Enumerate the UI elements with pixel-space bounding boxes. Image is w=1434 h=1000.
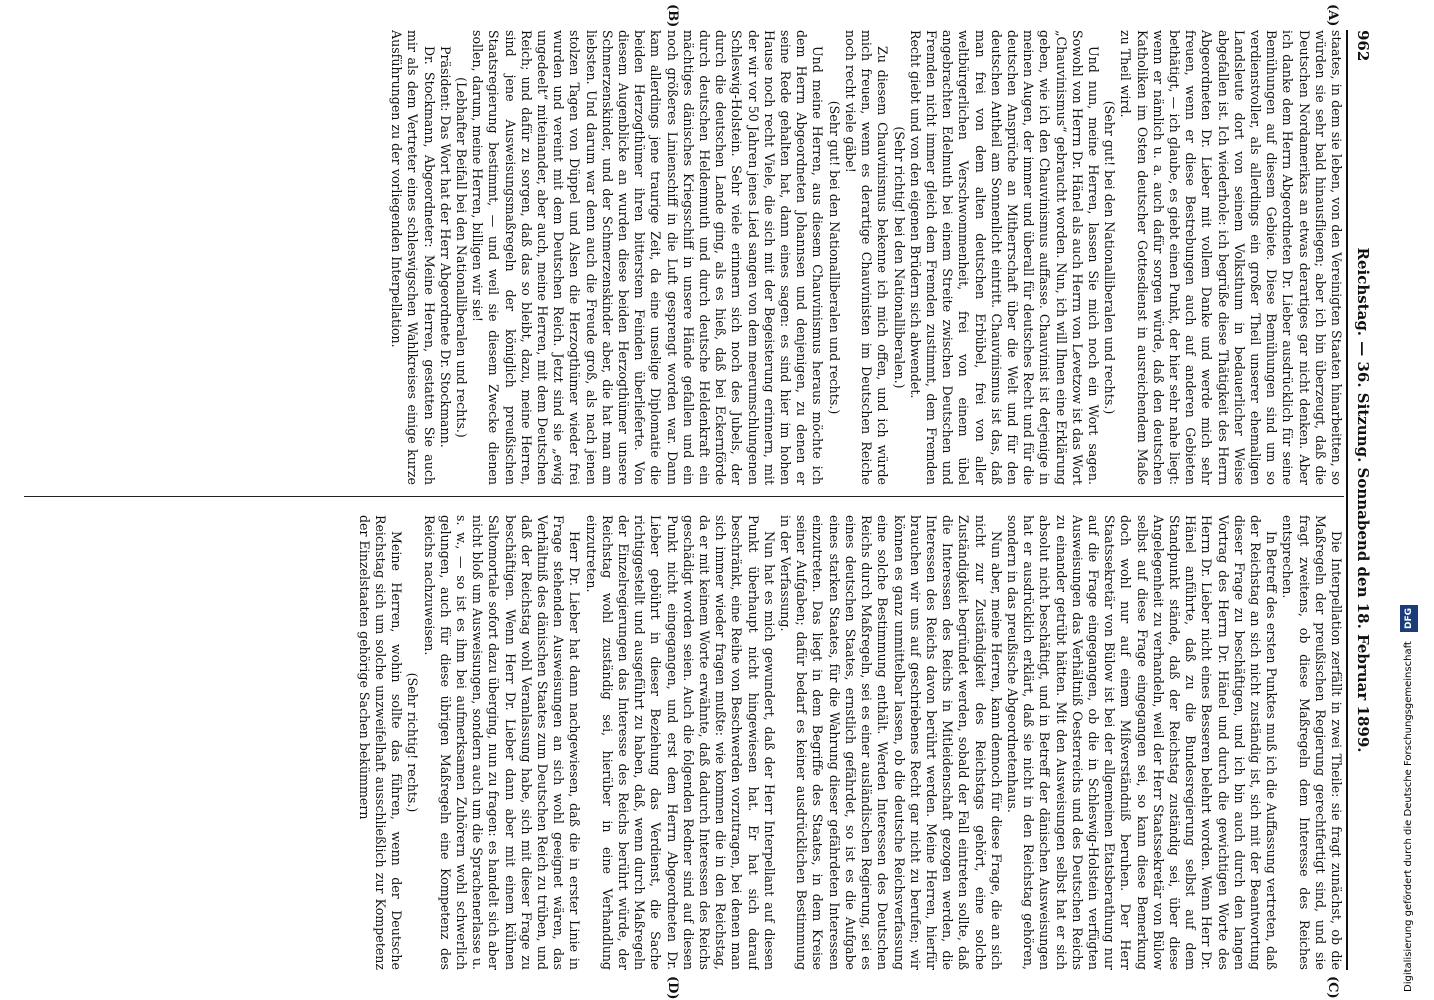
paragraph: Und meine Herren, aus diesem Chauvinismus heraus möchte ich dem Herrn Abgeordneten Johannsen und denjenigen, zu denen er seine Rede gehalten hat, dann eines sagen: es sind hier im hohen Hause noch recht Viele, die sich mit der Begeisterung erinnern, mit der wir vor 50 Jahren jenes Lied sangen von dem meerumschlungenen Schleswig-Holstein. Sehr viele erinnern sich noch des Jubels, der durch die deutschen Lande ging, als es hieß, daß bei Eckernförde durch deutschen Heldenmuth und durch deutsche Heldenkraft ein mächtiges dänisches Kriegsschiff in unsere Hände gefallen und ein noch größeres Linienschiff in die Luft gesprengt worden war. Dann kam allerdings jene traurige Zeit, da eine unselige Diplomatie die beiden Herzogthümer ihren bitterstem Feinden überlieferte. Von diesem Augenblicke an wurden diese beiden Herzogthümer unsere Schmerzenskinder, und der Schmerzenskinder aber, die hat man am liebsten. Und darum war denn auch die Freude groß, als nach jenen stolzen Tagen von Düppel und Alsen die Herzogthümer wieder frei wurden und vereint mit dem Deutschen Reich. Jetzt sind sie „ewig ungedeelt“ miteinander, aber auch, meine Herren, mit dem Deutschen Reich; und dafür zu sorgen, daß das so bleibt, dazu, meine Herren, sind jene Ausweisungsmaßregeln der königlich preußischen Staatsregierung bestimmt, — und weil sie diesem Zwecke dienen sollen, darum, meine Herren, billigen wir sie! [470,30,826,485]
margin-marker-b: (B) [665,4,680,28]
page-number: 962 [1354,30,1372,62]
dfg-logo-icon: DFG [1400,605,1418,632]
footer-text: Digitalisierung gefördert durch die Deutsche Forschungsgemeinschaft [1403,641,1414,992]
column-divider [24,496,1344,497]
paragraph: Herr Dr. Lieber hat dann nachgewiesen, daß die in erster Linie in Frage stehenden Ausweisungen an sich wohl geeignet wären, das Verhältniß des dänischen Staates zum Deutschen Reich zu trüben, und daß der Reichstag wohl Veranlassung habe, sich mit dieser Frage zu beschäftigen. Wenn Herr Dr. Lieber dann aber mit einem kühnen Saltomortale sofort dazu überging, nun zu fragen: es handelt sich aber nicht bloß um Ausweisungen, sondern auch um die Sprachenerlasse u. s. w., — so ist es ihm bei aufmerksamen Zuhörern wohl schwerlich gelungen, auch für diese übrigen Maßregeln eine Kompetenz des Reichs nachzuweisen. [421,515,583,970]
margin-marker-d: (D) [665,976,680,1000]
paragraph: Zu diesem Chauvinismus bekenne ich mich offen, und ich würde mich freuen, wenn es derartige Chauvinisten im Deutschen Reiche noch recht viele gäbe! [842,30,891,485]
paragraph: Und nun, meine Herren, lassen Sie mich noch ein Wort sagen. Sowohl von Herrn Dr. Hänel als auch Herrn von Levetzow ist das Wort „Chauvinismus“ gebraucht worden. Nun, ich will Ihnen eine Erklärung geben, wie ich den Chauvinismus auffasse. Chauvinist ist derjenige in meinen Augen, der immer und überall für deutsches Recht und für die deutschen Ansprüche an Mitherrschaft über die Welt und für den deutschen Antheil am Sonnenlicht eintritt. Chauvinismus ist das, daß man frei von dem alten deutschen Erbübel, frei von aller weltbürgerlichen Verschwommenheit, frei von einem übel angebrachten Edelmuth bei einem Streite zwischen Deutschen und Fremden nicht immer gleich dem Fremden zustimmt, dem Fremden Recht giebt und von den eigenen Brüdern sich abwendet. [907,30,1101,485]
paragraph: Nun aber, meine Herren, kann dennoch für diese Frage, die an sich nicht zur Zuständigkeit des Reichstags gehört, eine solche Zuständigkeit begründet werden, sobald der Fall eintreten sollte, daß die Interessen des Reichs in Mitleidenschaft gezogen werden, die Interessen des Reichs davon berührt werden. Meine Herren, hierfür brauchen wir uns auf geschriebenes Recht gar nicht zu berufen; wir können es ganz unmittelbar lassen, ob die deutsche Reichsverfassung eine solche Bestimmung enthält. Werden Interessen des Deutschen Reichs durch Maßregeln, sei es einer ausländischen Regierung, sei es eines deutschen Staates, ernstlich gefährdet, so ist es die Aufgabe eines starken Staates, für die Wahrung dieser gefährdeten Interessen einzutreten. Das liegt in dem Begriffe des Staates, in dem Kreise seiner Aufgaben; dafür bedarf es keiner ausdrücklichen Bestimmung in der Verfassung. [778,515,1004,970]
page-title: Reichstag. — 36. Sitzung. Sonnabend den 18. Februar 1899. [1354,247,1372,753]
paragraph: Die Interpellation zerfällt in zwei Theile: sie fragt zunächst, ob die Maßregeln der preußischen Regierung gerechtfertigt sind, und sie fragt zweitens, ob diese Maßregeln dem Interesse des Reiches entsprechen. [1280,515,1344,970]
paragraph: (Sehr richtig! bei den Nationalliberalen.) [891,126,907,389]
paragraph: Meine Herren, wohin sollte das führen, wenn der Deutsche Reichstag sich um solche unzweifelhaft ausschließlich zur Kompetenz der Einzelstaaten gehörige Sachen bekümmern [356,515,405,970]
paragraph: (Sehr gut! bei den Nationalliberalen und rechts.) [1102,100,1118,415]
paragraph: Präsident: Das Wort hat der Herr Abgeordnete Dr. Stockmann. [437,46,453,448]
paragraph: (Sehr richtig! rechts.) [405,672,421,813]
paragraph: Dr. Stockmann, Abgeordneter: Meine Herren, gestatten Sie auch mir als dem Vertreter eines schleswigschen Wahlkreises einige kurze Ausführungen zu der vorliegenden Interpellation. [389,30,437,485]
right-text-column [14,515,1344,970]
paragraph: (Sehr gut! bei den Nationalliberalen und rechts.) [826,100,842,415]
paragraph: Nun hat es mich gewundert, daß der Herr Interpellant auf diesen Punkt überhaupt nicht hingewiesen hat. Er hat sich darauf beschränkt, eine Reihe von Beschwerden vorzutragen, bei denen man sich immer wieder fragen mußte: wie kommen die in den Reichstag, da er mit keinem Worte erwähnte, daß dadurch Interessen des Reichs geschädigt worden seien. Auch die folgenden Redner sind auf diesen Punkt nicht eingegangen, und erst dem Herrn Abgeordneten Dr. Lieber gebührt in dieser Beziehung das Verdienst, die Sache richtiggestellt und ausgeführt zu haben, daß, wenn durch Maßregeln der Einzelregierungen das Interesse des Reichs berührt würde, der Reichstag wohl zuständig sei, hierüber in eine Verhandlung einzutreten. [583,515,777,970]
footer-credit [1400,0,1434,1000]
page-header [1346,30,1374,970]
paragraph: staates, in dem sie leben, von den Vereinigten Staaten hinarbeitten, so würden sie sehr bald hinausfliegen; aber ich bin überzeugt, daß die Deutschen Nordamerikas an etwas derartiges gar nicht denken. Aber ich danke dem Herrn Abgeordneten Dr. Lieber ausdrücklich für seine Bemühungen auf diesem Gebiete. Diese Bemühungen sind um so verdienstvoller, als allerdings ein großer Theil unserer ehemaligen Landsleute dort von seinem Volksthum in bedauerlicher Weise abgefallen ist. Ich wiederhole: ich begrüße diese Thätigkeit des Herrn Abgeordneten Dr. Lieber mit vollem Danke und werde mich sehr freuen, wenn er diese Bestrebungen auch auf anderen Gebieten bethätigt, — ich glaube, es giebt einen Punkt, der hier sehr nahe liegt: wenn er nämlich u. a. auch dafür sorgen würde, daß den deutschen Katholiken im Osten deutscher Gottesdienst in ausreichendem Maße zu Theil wird. [1118,30,1344,485]
paragraph: In Betreff des ersten Punktes muß ich die Auffassung vertreten, daß der Reichstag an sich nicht zuständig ist, sich mit der Beantwortung dieser Frage zu beschäftigen, und ich bin auch durch den langen Vortrag des Herrn Dr. Hänel und durch die gewichtigen Worte des Herrn Dr. Lieber nicht eines Besseren belehrt worden. Wenn Herr Dr. Hänel anführte, daß zu die Bundesregierung selbst auf dem Standpunkt stände, daß der Reichstag zuständig sei, über diese Angelegenheit zu verhandeln, weil der Herr Staatssekretär von Bülow selbst auf diese Frage eingegangen sei, so kann diese Bemerkung doch wohl nur auf einem Mißverständniß beruhen. Der Herr Staatssekretär von Bülow ist bei der allgemeinen Etatsberathung nur auf die Frage eingegangen, ob die in Schleswig-Holstein verfügten Ausweisungen das Verhältniß Oesterreichs und des Deutschen Reichs zu einander getrübt hätten. Mit den Ausweisungen selbst hat er sich absolut nicht beschäftigt, und in Betreff der dänischen Ausweisungen hat er ausdrücklich erklärt, daß sie nicht in den Reichstag gehören, sondern in das preußische Abgeordnetenhaus. [1004,515,1280,970]
left-text-column [14,30,1344,485]
paragraph: (Lebhafter Beifall bei den Nationalliberalen und rechts.) [454,77,470,438]
margin-marker-c: (C) [1325,976,1340,999]
margin-marker-a: (A) [1325,4,1340,27]
